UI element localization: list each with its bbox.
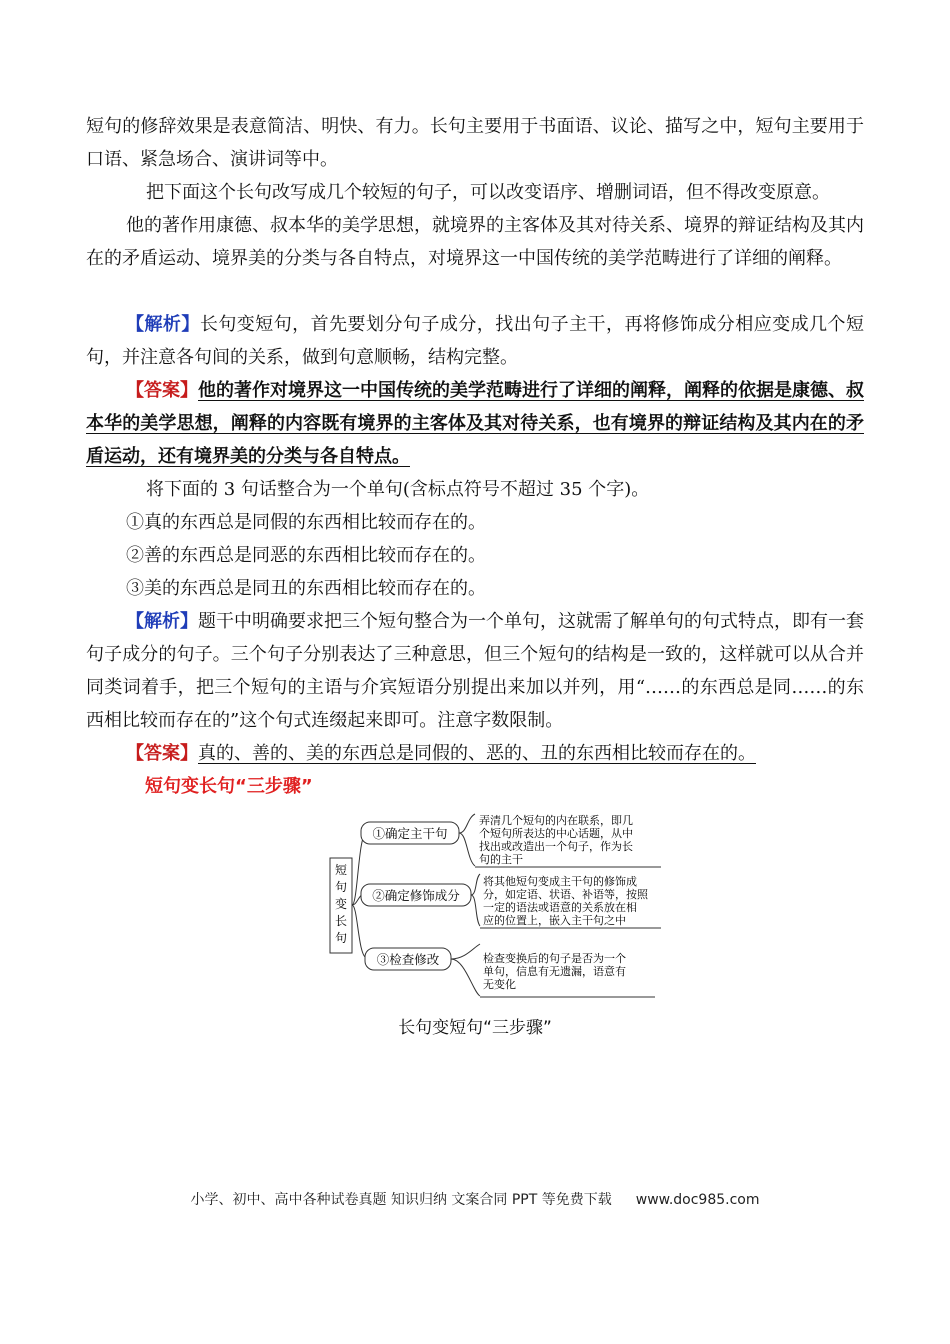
svg-text:弄清几个短句的内在联系，即几: 弄清几个短句的内在联系，即几 — [479, 814, 633, 827]
analysis-tag: 【解析】 — [126, 314, 200, 335]
answer-text: 真的、善的、美的东西总是同假的、恶的、丑的东西相比较而存在的。 — [198, 743, 756, 764]
svg-text:检查变换后的句子是否为一个: 检查变换后的句子是否为一个 — [483, 952, 626, 965]
footer-link[interactable]: www.doc985.com — [635, 1192, 760, 1208]
analysis-1 — [86, 308, 864, 374]
svg-text:分，如定语、状语、补语等，按照: 分，如定语、状语、补语等，按照 — [483, 888, 648, 901]
paragraph-short-sentence-effect: 短句的修辞效果是表意简洁、明快、有力。长句主要用于书面语、议论、描写之中，短句主要用于口语、紧急场合、演讲词等中。 — [86, 116, 864, 170]
list-item-1: ①真的东西总是同假的东西相比较而存在的。 — [126, 512, 486, 533]
answer-2 — [86, 737, 864, 770]
page-footer — [0, 1189, 950, 1209]
diagram-step-label: ③检查修改 — [376, 952, 440, 967]
footer-text: 小学、初中、高中各种试卷真题 知识归纳 文案合同 PPT 等免费下载 — [190, 1192, 612, 1208]
list-item-3: ③美的东西总是同丑的东西相比较而存在的。 — [126, 578, 486, 599]
answer-1 — [86, 374, 864, 473]
list-item-2: ②善的东西总是同恶的东西相比较而存在的。 — [126, 545, 486, 566]
svg-text:找出或改造出一个句子，作为长: 找出或改造出一个句子，作为长 — [479, 840, 633, 853]
answer-tag: 【答案】 — [126, 743, 198, 764]
analysis-text: 长句变短句，首先要划分句子成分，找出句子主干，再将修饰成分相应变成几个短句，并注意各句间的关系，做到句意顺畅，结构完整。 — [86, 314, 865, 368]
svg-text:个短句所表达的中心话题，从中: 个短句所表达的中心话题，从中 — [479, 827, 633, 840]
svg-text:句的主干: 句的主干 — [479, 853, 523, 866]
paragraph-task-rewrite: 把下面这个长句改写成几个较短的句子，可以改变语序、增删词语，但不得改变原意。 — [146, 182, 830, 203]
diagram-desc-1 — [475, 813, 661, 867]
diagram-caption: 长句变短句“三步骤” — [398, 1018, 552, 1038]
analysis-text: 题干中明确要求把三个短句整合为一个单句，这就需了解单句的句式特点，即有一套句子成分的句子。三个句子分别表达了三种意思，但三个短句的结构是一致的，这样就可以从合并同类词着手，把三个短句的主语与介宾短语分别提出来加以并列，用“……的东西总是同……的东西相比较而存在的”这个句式连缀起来即可。注意字数限制。 — [86, 611, 864, 731]
diagram-root-char: 句 — [334, 931, 348, 945]
mind-map-diagram — [325, 808, 665, 1008]
analysis-tag: 【解析】 — [126, 611, 198, 632]
svg-text:无变化: 无变化 — [483, 978, 516, 991]
svg-text:一定的语法或语意的关系放在相: 一定的语法或语意的关系放在相 — [483, 901, 637, 914]
paragraph-long-sentence: 他的著作用康德、叔本华的美学思想，就境界的主客体及其对待关系、境界的辩证结构及其内在的矛盾运动、境界美的分类与各自特点，对境界这一中国传统的美学范畴进行了详细的阐释。 — [86, 215, 864, 269]
diagram-desc-3 — [480, 951, 655, 997]
analysis-2 — [86, 605, 864, 737]
diagram-root-char: 句 — [334, 880, 348, 894]
paragraph-task-merge: 将下面的 3 句话整合为一个单句(含标点符号不超过 35 个字)。 — [146, 479, 650, 500]
diagram-root-char: 短 — [334, 863, 348, 877]
svg-text:将其他短句变成主干句的修饰成: 将其他短句变成主干句的修饰成 — [483, 875, 637, 888]
answer-tag: 【答案】 — [126, 380, 198, 401]
diagram-desc-2 — [480, 874, 661, 928]
svg-text:单句，信息有无遗漏，语意有: 单句，信息有无遗漏，语意有 — [483, 965, 626, 978]
diagram-root-char: 变 — [334, 897, 348, 911]
diagram-connector — [352, 905, 367, 958]
svg-text:应的位置上，嵌入主干句之中: 应的位置上，嵌入主干句之中 — [483, 914, 626, 927]
diagram-root-char: 长 — [334, 914, 348, 928]
answer-text: 他的著作对境界这一中国传统的美学范畴进行了详细的阐释，阐释的依据是康德、叔本华的美学思想，阐释的内容既有境界的主客体及其对待关系，也有境界的辩证结构及其内在的矛盾运动，还有境界美的分类与各自特点。 — [86, 380, 864, 467]
diagram-step-label: ①确定主干句 — [372, 826, 448, 841]
diagram-step-label: ②确定修饰成分 — [372, 888, 460, 903]
section-heading: 短句变长句“三步骤” — [145, 776, 313, 797]
